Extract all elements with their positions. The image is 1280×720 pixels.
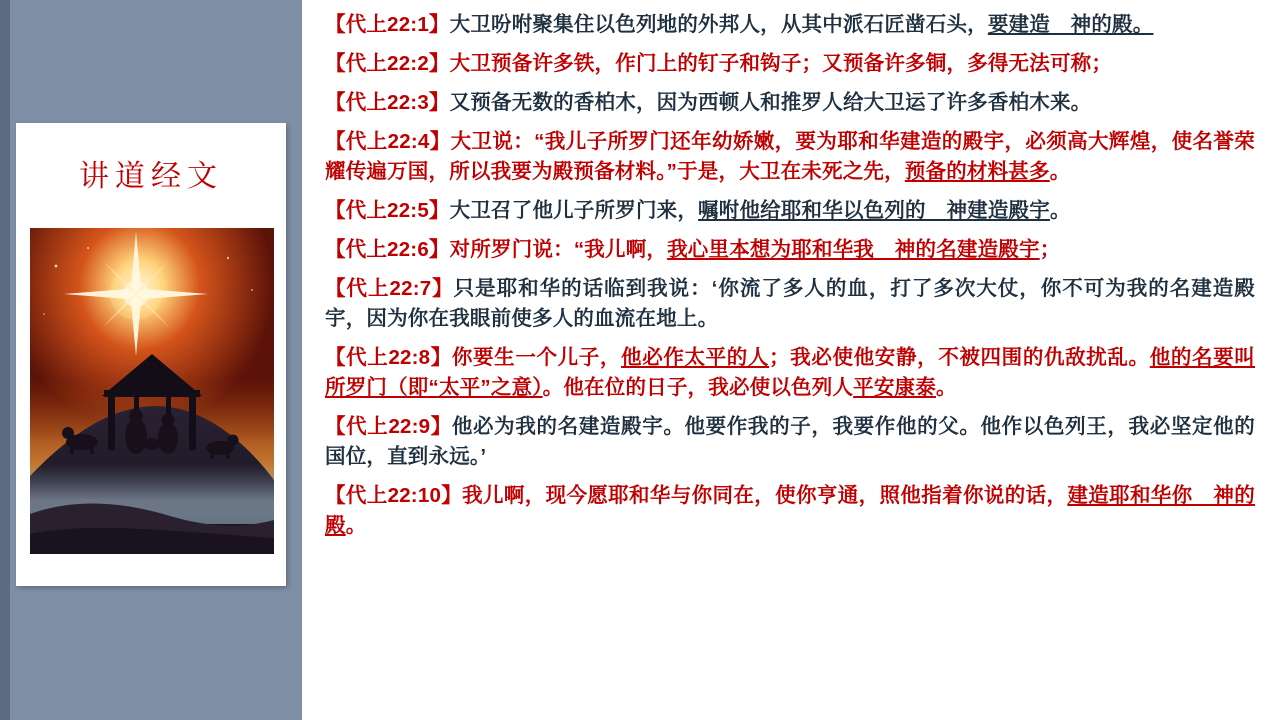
- verse-text-segment: 。: [1049, 160, 1071, 183]
- verse-reference: 【代上22:2】: [325, 52, 450, 75]
- verse-text-segment: 大卫说：“我儿子所罗门还年幼娇嫩，要为耶和华建造的殿宇，必须高大辉煌，使名誉荣耀传遍万国，所以我要为殿预备材料。”于是，大卫在未死之先，: [325, 130, 1255, 183]
- verse-text-segment: 建造耶和华你 神的殿: [325, 484, 1255, 537]
- verse-reference: 【代上22:4】: [325, 130, 451, 153]
- nativity-illustration: [30, 228, 274, 554]
- verse-text-segment: 我儿啊，现今愿耶和华与你同在，使你亨通，照他指着你说的话，: [462, 484, 1068, 507]
- verse-reference: 【代上22:5】: [325, 199, 450, 222]
- verse-text-segment: 对所罗门说：“我儿啊，: [449, 238, 668, 261]
- verse-text-segment: 只是耶和华的话临到我说：‘你流了多人的血，打了多次大仗，你不可为我的名建造殿宇，因为你在我眼前使多人的血流在地上。: [325, 277, 1256, 330]
- verse-text-segment: 。: [1049, 199, 1071, 222]
- verse-text-segment: 。他在位的日子，我必使以色列人: [542, 376, 854, 399]
- verse-reference: 【代上22:6】: [325, 238, 450, 261]
- verse-line: [325, 49, 1255, 79]
- verse-text-segment: 平安康泰: [853, 376, 936, 399]
- scripture-body: [325, 10, 1255, 710]
- verse-line: [325, 412, 1255, 472]
- verse-text-segment: 你要生一个儿子，: [451, 346, 622, 369]
- verse-line: [325, 235, 1255, 265]
- verse-reference: 【代上22:3】: [325, 91, 450, 114]
- verse-text-segment: 要建造 神的殿。: [987, 13, 1154, 36]
- verse-line: [325, 10, 1255, 40]
- verse-text-segment: 大卫召了他儿子所罗门来，: [449, 199, 699, 222]
- verse-line: [325, 481, 1255, 541]
- verse-reference: 【代上22:10】: [325, 484, 463, 507]
- sidebar-accent-bar: [0, 0, 10, 720]
- verse-text-segment: 大卫预备许多铁，作门上的钉子和钩子；又预备许多铜，多得无法可称；: [449, 52, 1113, 75]
- verse-text-segment: 他必作太平的人: [621, 346, 770, 369]
- verse-text-segment: 我心里本想为耶和华我 神的名建造殿宇: [667, 238, 1040, 261]
- verse-text-segment: 嘱咐他给耶和华以色列的 神建造殿宇: [698, 199, 1050, 222]
- verse-text-segment: 。: [345, 514, 367, 537]
- nativity-image: [30, 228, 274, 554]
- verse-line: [325, 127, 1255, 187]
- verse-reference: 【代上22:8】: [325, 346, 452, 369]
- verse-text-segment: 他必为我的名建造殿宇。他要作我的子，我要作他的父。他作以色列王，我必坚定他的国位，直到永远。’: [325, 415, 1255, 468]
- verse-line: [325, 343, 1255, 403]
- verse-reference: 【代上22:1】: [325, 13, 450, 36]
- verse-text-segment: 预备的材料甚多: [904, 160, 1050, 183]
- verse-line: [325, 196, 1255, 226]
- verse-text-segment: 他的名要叫所罗门（即“太平”之意）: [325, 346, 1256, 399]
- verse-text-segment: 大卫吩咐聚集住以色列地的外邦人，从其中派石匠凿石头，: [449, 13, 988, 36]
- verse-line: [325, 274, 1255, 334]
- card-title: 讲道经文: [79, 160, 223, 193]
- sermon-text-card: [16, 123, 286, 586]
- verse-line: [325, 88, 1255, 118]
- verse-text-segment: 又预备无数的香柏木，因为西顿人和推罗人给大卫运了许多香柏木来。: [449, 91, 1092, 114]
- verse-text-segment: 。: [935, 376, 957, 399]
- verse-text-segment: ；我必使他安静，不被四围的仇敌扰乱。: [769, 346, 1150, 369]
- verse-text-segment: ；: [1039, 238, 1061, 261]
- verse-reference: 【代上22:9】: [325, 415, 452, 438]
- verse-reference: 【代上22:7】: [325, 277, 454, 300]
